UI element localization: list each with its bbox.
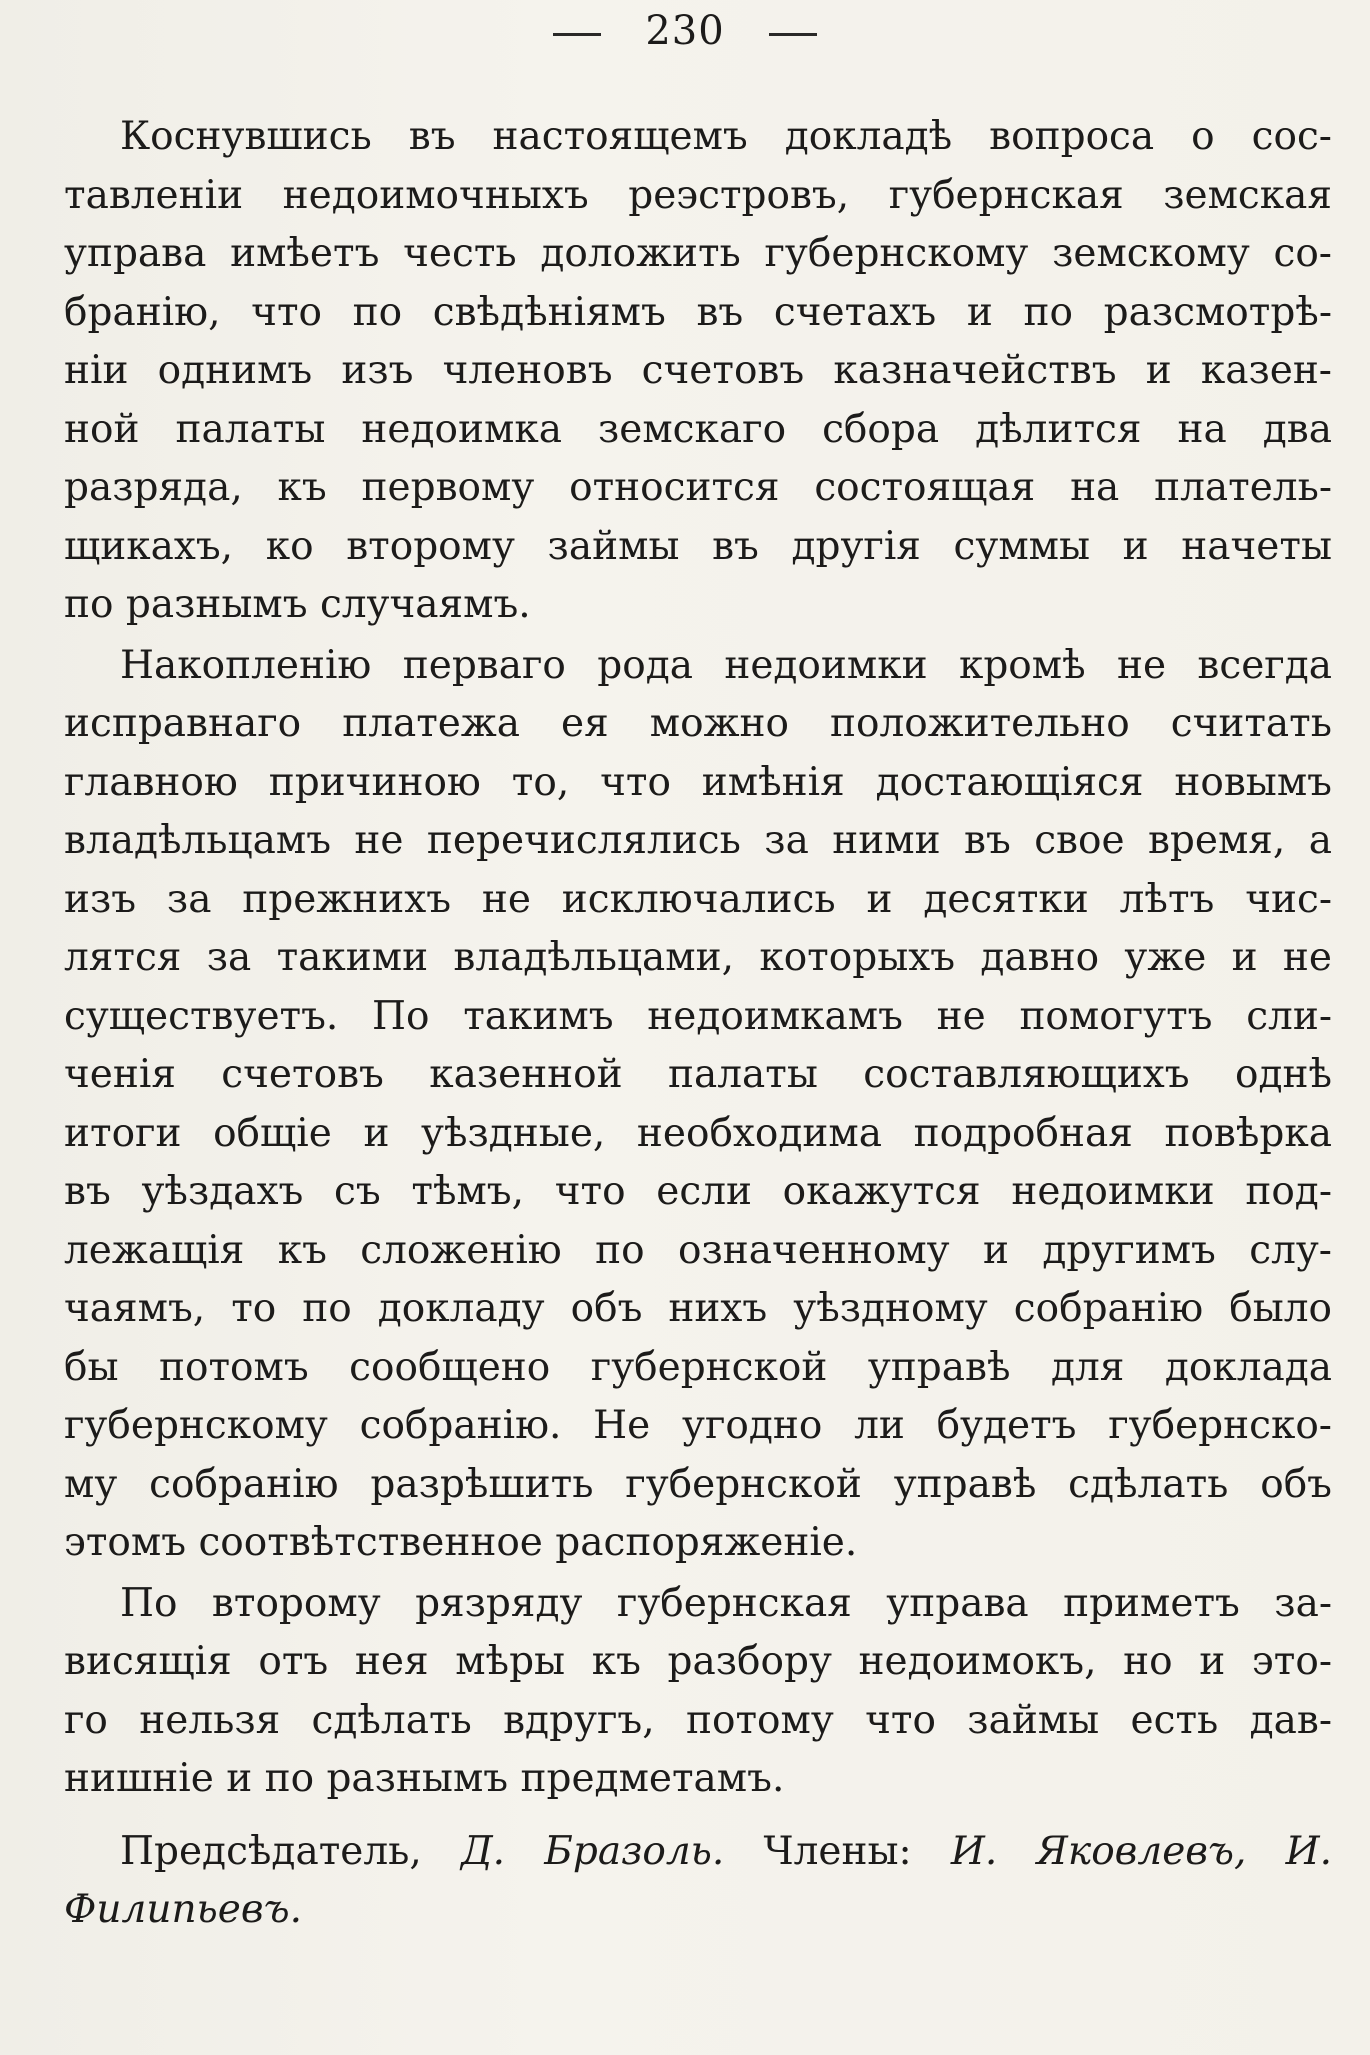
text-line: го нельзя сдѣлать вдругъ, потому что займы есть дав- [64,1697,1332,1743]
text-line: висящія отъ нея мѣры къ разбору недоимокъ, но и это- [64,1639,1332,1684]
member-name: И. Яковлевъ, [950,1828,1247,1874]
text-line: щикахъ, ко второму займы въ другія суммы и начеты [64,523,1332,569]
member-surname: Филипьевъ. [64,1887,302,1932]
chairman-name: Д. Бразоль. [460,1828,725,1874]
text-line: главною причиною то, что имѣнія достающіяся новымъ [64,759,1332,805]
text-line: губернскому собранію. Не угодно ли будетъ губернско- [64,1403,1332,1448]
page-header [0,8,1370,54]
text-line: чаямъ, то по докладу объ нихъ уѣздному собранію было [64,1286,1332,1331]
text-line: владѣльцамъ не перечислялись за ними въ свое время, а [64,818,1332,863]
text-line: нишніе и по разнымъ предметамъ. [64,1756,785,1801]
text-line: бы потомъ сообщено губернской управѣ для доклада [64,1344,1332,1390]
text-line: итоги общіе и уѣздные, необходима подробная повѣрка [64,1110,1332,1156]
text-line: ной палаты недоимка земскаго сбора дѣлится на два [64,406,1332,452]
text-line: му собранію разрѣшить губернской управѣ сдѣлать объ [64,1461,1332,1507]
text-line: ченія счетовъ казенной палаты составляющихъ однѣ [64,1052,1332,1097]
text-line: существуетъ. По такимъ недоимкамъ не помогутъ сли- [64,993,1332,1039]
text-line: въ уѣздахъ съ тѣмъ, что если окажутся недоимки под- [64,1169,1332,1214]
text-line: лежащія къ сложенію по означенному и другимъ слу- [64,1227,1332,1273]
header-dash-right [769,33,817,36]
text-line: По второму рязряду губернская управа приметъ за- [120,1580,1332,1626]
text-line: разряда, къ первому относится состоящая на платель- [64,465,1332,510]
text-line: управа имѣетъ честь доложить губернскому земскому со- [64,231,1332,276]
text-line: этомъ соотвѣтственное распоряженіе. [64,1520,858,1565]
signature-line [64,1823,1332,1882]
text-line: Накопленію перваго рода недоимки кромѣ не всегда [120,642,1332,688]
text-line: по разнымъ случаямъ. [64,582,531,627]
text-line: бранію, что по свѣдѣніямъ въ счетахъ и по разсмотрѣ- [64,289,1332,335]
text-line: изъ за прежнихъ не исключались и десятки лѣтъ чис- [64,876,1332,922]
text-line: исправнаго платежа ея можно положительно считать [64,701,1332,746]
member-initial: И. [1285,1828,1332,1874]
signature-line-continued [64,1881,1332,1940]
text-line: ніи однимъ изъ членовъ счетовъ казначействъ и казен- [64,348,1332,393]
chairman-label: Предсѣдатель, [120,1828,422,1874]
text-line: лятся за такими владѣльцами, которыхъ давно уже и не [64,935,1332,980]
page-number: 230 [645,8,725,54]
body-text [64,108,1332,1940]
header-dash-left [553,33,601,36]
text-line: Коснувшись въ настоящемъ докладѣ вопроса о сос- [120,114,1332,159]
members-label: Члены: [763,1828,912,1874]
text-line: тавленіи недоимочныхъ реэстровъ, губернская земская [64,172,1332,218]
